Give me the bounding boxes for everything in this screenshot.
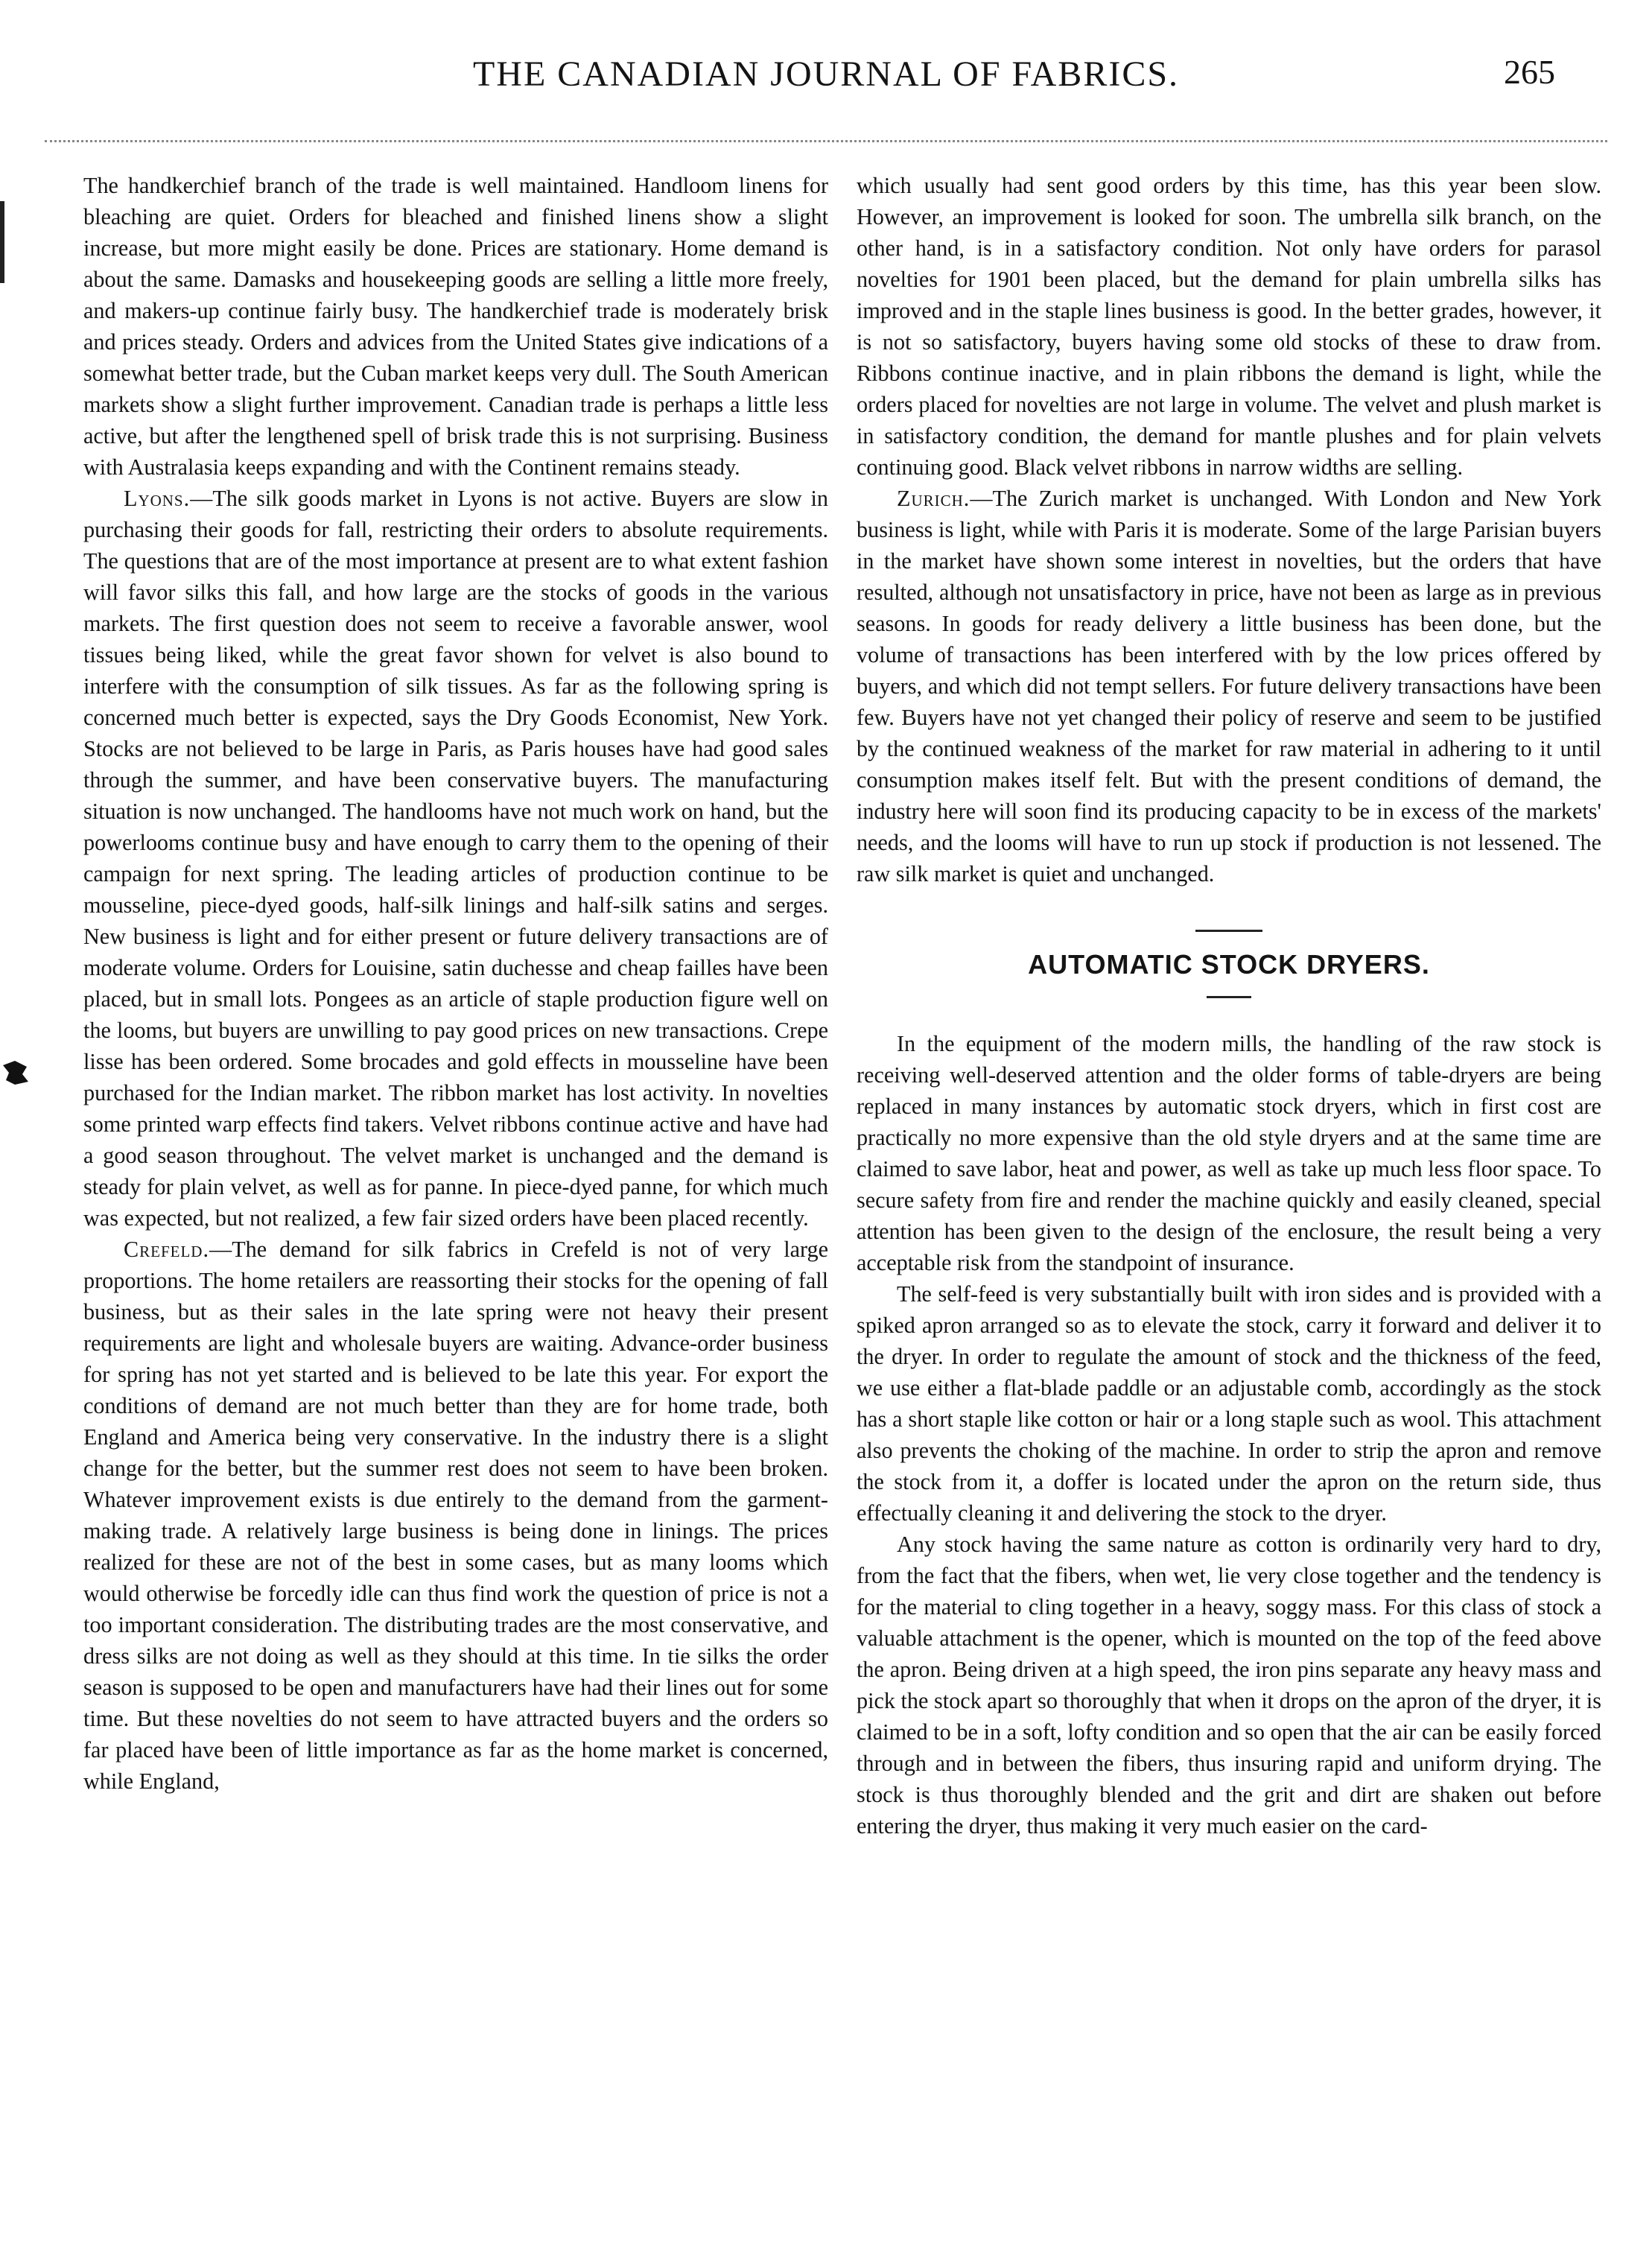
handkerchief-trade-paragraph: The handkerchief branch of the trade is well maintained. Handloom linens for bleaching are quiet. Orders for bleached and finished linens show a slight increase, but more might easily be done. Prices are stationary. Home demand is about the same. Damasks and housekeeping goods are selling a little more freely, and makers-up continue fairly busy. The handkerchief trade is moderately brisk and prices steady. Orders and advices from the United States give indications of a somewhat better trade, but the Cuban market keeps very dull. The South American markets show a slight further improvement. Canadian trade is perhaps a little less active, but after the lengthened spell of brisk trade this is not surprising. Business with Australasia keeps expanding and with the Continent remains steady. [83,173,828,480]
crefeld-continued-paragraph: which usually had sent good orders by this time, has this year been slow. However, an improvement is looked for soon. The umbrella silk branch, on the other hand, is in a satisfactory condition. Not only have orders for parasol novelties for 1901 been placed, but the demand for plain umbrella silks has improved and in the staple lines business is good. In the better grades, however, it is not so satisfactory, buyers having some old stocks of these to draw from. Ribbons continue inactive, and in plain ribbons the demand is light, while the orders placed for novelties are not large in volume. The velvet and plush market is in satisfactory condition, the demand for mantle plushes and for plain velvets continuing good. Black velvet ribbons in narrow widths are selling. [857,173,1601,480]
zurich-text: —The Zurich market is unchanged. With London and New York business is light, while with Paris it is moderate. Some of the large Parisian buyers in the market have shown some interest in novelties, but the orders that have resulted, although not unsatisfactory in price, have not been as large as in previous seasons. In goods for ready delivery a little business has been done, but the volume of transactions has been interfered with by the low prices offered by buyers, and which did not tempt sellers. For future delivery transactions have been few. Buyers have not yet changed their policy of reserve and seem to be justified by the continued weakness of the market for raw material in adhering to it until consumption makes itself felt. But with the present conditions of demand, the industry here will soon find its producing capacity to be in excess of the markets' needs, and the looms will have to run up stock if production is not lessened. The raw silk market is quiet and unchanged. [857,486,1601,886]
dryers-paragraph-3: Any stock having the same nature as cotton is ordinarily very hard to dry, from the fact that the fibers, when wet, lie very close together and the tendency is for the material to cling together in a heavy, soggy mass. For this class of stock a valuable attachment is the opener, which is mounted on the top of the feed above the apron. Being driven at a high speed, the iron pins separate any heavy mass and pick the stock apart so thoroughly that when it drops on the apron of the dryer, it is claimed to be in a soft, lofty condition and so open that the air can be easily forced through and in between the fibers, thus insuring rapid and uniform drying. The stock is thus thoroughly blended and the grit and dirt are shaken out before entering the dryer, thus making it very much easier on the card- [857,1532,1601,1839]
page-number: 265 [1504,53,1555,91]
dryers-paragraph-2: The self-feed is very substantially built with iron sides and is provided with a spiked apron arranged so as to elevate the stock, carry it forward and deliver it to the dryer. In order to regulate the amount of stock and the thickness of the feed, we use either a flat-blade paddle or an adjustable comb, accordingly as the stock has a short staple like cotton or hair or a long staple such as wool. This attachment also prevents the choking of the machine. In order to strip the apron and remove the stock from it, a doffer is located under the apron on the return side, thus effectually cleaning it and delivering the stock to the dryer. [857,1281,1601,1526]
lyons-heading: Lyons. [124,486,191,511]
margin-bar-mark [0,201,6,283]
lyons-paragraph [83,483,828,1234]
header-rule [45,140,1607,145]
title-separator [1207,996,1251,998]
crefeld-heading: Crefeld. [124,1237,210,1262]
section-separator [1195,930,1262,932]
page-header [0,0,1652,149]
crefeld-paragraph [83,1234,828,1797]
dryers-paragraph-1: In the equipment of the modern mills, the handling of the raw stock is receiving well-deserved attention and the older forms of table-dryers are being replaced in many instances by automatic stock dryers, which in first cost are practically no more expensive than the old style dryers and at the same time are claimed to save labor, heat and power, as well as take up much less floor space. To secure safety from fire and render the machine quickly and easily cleaned, special attention has been given to the design of the enclosure, the result being a very acceptable risk from the standpoint of insurance. [857,1031,1601,1275]
right-column [857,170,1601,1841]
left-column [83,170,828,1797]
lyons-text: —The silk goods market in Lyons is not active. Buyers are slow in purchasing their goods for fall, restricting their orders to absolute requirements. The questions that are of the most importance at present are to what extent fashion will favor silks this fall, and how large are the stocks of goods in the various markets. The first question does not seem to receive a favorable answer, wool tissues being liked, while the great favor shown for velvet is also bound to interfere with the consumption of silk tissues. As far as the following spring is concerned much better is expected, says the Dry Goods Economist, New York. Stocks are not believed to be large in Paris, as Paris houses have had good sales through the summer, and have been conservative buyers. The manufacturing situation is now unchanged. The handlooms have not much work on hand, but the powerlooms continue busy and have enough to carry them to the opening of their campaign for next spring. The leading articles of production continue to be mousseline, piece-dyed goods, half-silk linings and half-silk satins and serges. New business is light and for either present or future delivery transactions are of moderate volume. Orders for Louisine, satin duchesse and cheap failles have been placed, but in small lots. Pongees as an article of staple production figure well on the looms, but buyers are unwilling to pay good prices on new transactions. Crepe lisse has been ordered. Some brocades and gold effects in mousseline have been purchased for the Indian market. The ribbon market has lost activity. In novelties some printed warp effects find takers. Velvet ribbons continue active and have had a good season throughout. The velvet market is unchanged and the demand is steady for plain velvet, as well as for panne. In piece-dyed panne, for which much was expected, but not realized, a few fair sized orders have been placed recently. [83,486,828,1231]
crefeld-text: —The demand for silk fabrics in Crefeld is not of very large proportions. The home retailers are reassorting their stocks for the opening of fall business, but as their sales in the late spring were not heavy their present requirements are light and wholesale buyers are waiting. Advance-order business for spring has not yet started and is believed to be late this year. For export the conditions of demand are not much better than they are for home trade, both England and America being very conservative. In the industry there is a slight change for the better, but the summer rest does not seem to have been broken. Whatever improvement exists is due entirely to the demand from the garment-making trade. A relatively large business is being done in linings. The prices realized for these are not of the best in some cases, but as many looms which would otherwise be forcedly idle can thus find work the question of price is not a too important consideration. The distributing trades are the most conservative, and dress silks are not doing as well as they should at this time. In tie silks the order season is supposed to be open and manufacturers have had their lines out for some time. But these novelties do not seem to have attracted buyers and the orders so far placed have been of little importance as far as the home market is concerned, while England, [83,1237,828,1794]
margin-ink-mark [0,1058,30,1088]
zurich-heading: Zurich. [897,486,970,511]
zurich-paragraph [857,483,1601,889]
article-title: AUTOMATIC STOCK DRYERS. [1028,949,1430,980]
running-title: THE CANADIAN JOURNAL OF FABRICS. [472,54,1180,94]
